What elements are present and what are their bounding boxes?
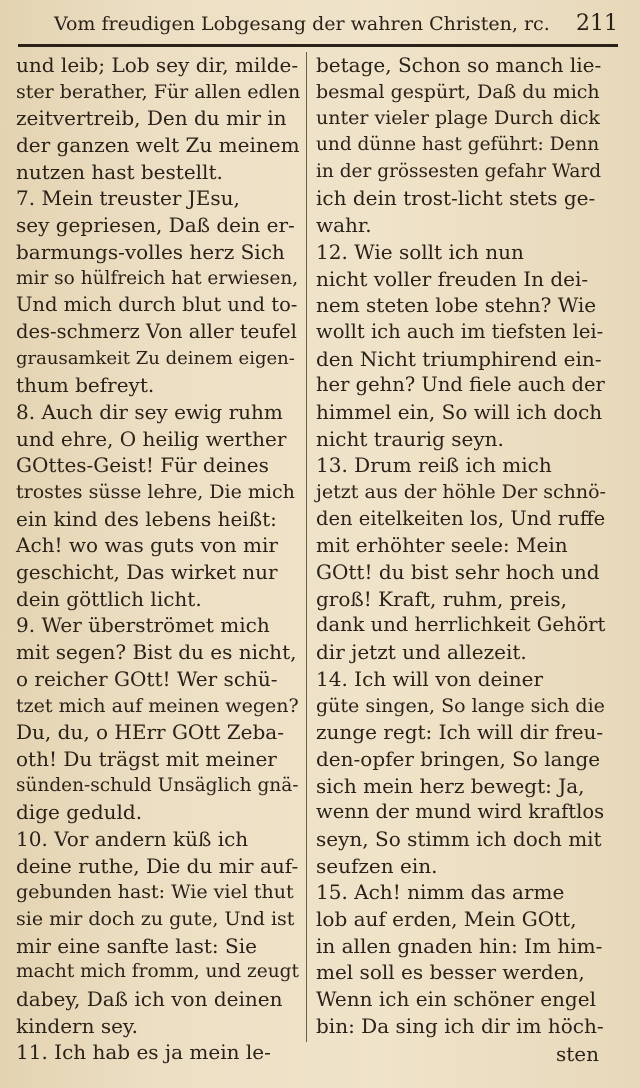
text-line: nicht traurig seyn.: [316, 426, 504, 451]
catchword: sten: [556, 1042, 600, 1066]
text-line: in allen gnaden hin: Im him-: [316, 933, 603, 958]
text-line: trostes süsse lehre, Die mich: [16, 481, 295, 503]
text-line: zunge regt: Ich will dir freu-: [316, 720, 604, 745]
text-line: und dünne hast geführt: Denn: [316, 134, 600, 156]
text-line: wahr.: [316, 213, 372, 238]
text-line: nicht voller freuden In dei-: [316, 266, 589, 291]
text-line: lob auf erden, Mein GOtt,: [316, 907, 577, 931]
text-line: Wenn ich ein schöner engel: [316, 987, 596, 1012]
text-line: sey gepriesen, Daß dein er-: [16, 213, 295, 238]
text-line: 7. Mein treuster JEsu,: [16, 186, 240, 211]
text-line: 12. Wie sollt ich nun: [316, 239, 524, 264]
text-line: mir so hülfreich hat erwiesen,: [16, 267, 299, 289]
text-line: güte singen, So lange sich die: [316, 694, 605, 717]
text-line: mit segen? Bist du es nicht,: [16, 640, 297, 665]
text-line: dein göttlich licht.: [16, 586, 202, 611]
column-divider: [306, 52, 307, 1042]
text-line: und leib; Lob sey dir, milde-: [16, 53, 299, 77]
text-line: 11. Ich hab es ja mein le-: [16, 1040, 271, 1065]
text-line: zeitvertreib, Den du mir in: [16, 106, 287, 131]
text-line: sich mein herz bewegt: Ja,: [316, 773, 585, 798]
text-line: des-schmerz Von aller teufel: [16, 319, 297, 343]
text-line: 14. Ich will von deiner: [316, 666, 544, 691]
text-line: gebunden hast: Wie viel thut: [16, 881, 294, 904]
text-line: bin: Da sing ich dir im höch-: [316, 1013, 604, 1038]
left-column: [16, 52, 300, 1066]
text-line: nem steten lobe stehn? Wie: [316, 293, 597, 318]
text-line: barmungs-volles herz Sich: [16, 239, 285, 264]
text-line: ein kind des lebens heißt:: [16, 506, 277, 531]
text-line: den eitelkeiten los, Und ruffe: [316, 506, 606, 530]
text-line: in der grössesten gefahr Ward: [316, 160, 602, 182]
running-header: [18, 8, 618, 40]
text-line: grausamkeit Zu deinem eigen-: [16, 347, 295, 369]
running-title: Vom freudigen Lobgesang der wahren Christen, rc.: [54, 13, 550, 35]
text-line: groß! Kraft, ruhm, preis,: [316, 586, 567, 611]
text-line: thum befreyt.: [16, 373, 155, 398]
header-rule: [18, 44, 618, 47]
text-line: ster berather, Für allen edlen: [16, 80, 301, 103]
text-line: seyn, So stimm ich doch mit: [316, 826, 602, 851]
text-line: mir eine sanfte last: Sie: [16, 933, 257, 958]
right-column: [316, 52, 606, 1039]
text-line: macht mich fromm, und zeugt: [16, 961, 299, 983]
text-line: Ach! wo was guts von mir: [16, 533, 278, 558]
text-line: himmel ein, So will ich doch: [316, 399, 603, 424]
text-line: wenn der mund wird kraftlos: [316, 800, 605, 824]
text-line: mit erhöhter seele: Mein: [316, 533, 568, 558]
text-line: den-opfer bringen, So lange: [316, 746, 601, 771]
page-number: 211: [576, 11, 618, 36]
text-line: oth! Du trägst mit meiner: [16, 746, 277, 771]
text-line: Und mich durch blut und to-: [16, 293, 298, 317]
text-line: 10. Vor andern küß ich: [16, 826, 249, 851]
text-line: seufzen ein.: [316, 853, 438, 878]
text-line: den Nicht triumphirend ein-: [316, 346, 602, 371]
text-line: besmal gespürt, Daß du mich: [316, 80, 600, 103]
text-line: 15. Ach! nimm das arme: [316, 880, 565, 905]
text-line: tzet mich auf meinen wegen?: [16, 694, 299, 717]
text-line: 13. Drum reiß ich mich: [316, 453, 552, 478]
text-line: GOtt! du bist sehr hoch und: [316, 560, 600, 585]
text-line: und ehre, O heilig werther: [16, 426, 287, 451]
text-line: betage, Schon so manch lie-: [316, 53, 602, 77]
text-line: geschicht, Das wirket nur: [16, 560, 278, 585]
text-line: GOttes-Geist! Für deines: [16, 453, 269, 478]
text-line: jetzt aus der höhle Der schnö-: [316, 481, 606, 503]
text-line: sie mir doch zu gute, Und ist: [16, 908, 295, 930]
text-line: deine ruthe, Die du mir auf-: [16, 853, 299, 878]
text-line: 9. Wer überströmet mich: [16, 613, 270, 638]
text-line: Du, du, o HErr GOtt Zeba-: [16, 720, 284, 745]
text-line: dir jetzt und allezeit.: [316, 640, 527, 665]
text-line: sünden-schuld Unsäglich gnä-: [16, 774, 299, 796]
text-line: dige geduld.: [16, 800, 143, 825]
text-line: nutzen hast bestellt.: [16, 159, 223, 184]
text-line: dank und herrlichkeit Gehört: [316, 613, 606, 637]
text-line: kindern sey.: [16, 1013, 138, 1038]
text-line: unter vieler plage Durch dick: [316, 107, 600, 130]
text-line: ich dein trost-licht stets ge-: [316, 186, 596, 211]
text-line: her gehn? Und fiele auch der: [316, 373, 605, 397]
text-line: 8. Auch dir sey ewig ruhm: [16, 399, 283, 424]
text-line: der ganzen welt Zu meinem: [16, 133, 300, 158]
text-line: dabey, Daß ich von deinen: [16, 987, 283, 1012]
text-line: wollt ich auch im tiefsten lei-: [316, 319, 604, 343]
text-line: mel soll es besser werden,: [316, 960, 585, 985]
text-line: o reicher GOtt! Wer schü-: [16, 666, 278, 691]
